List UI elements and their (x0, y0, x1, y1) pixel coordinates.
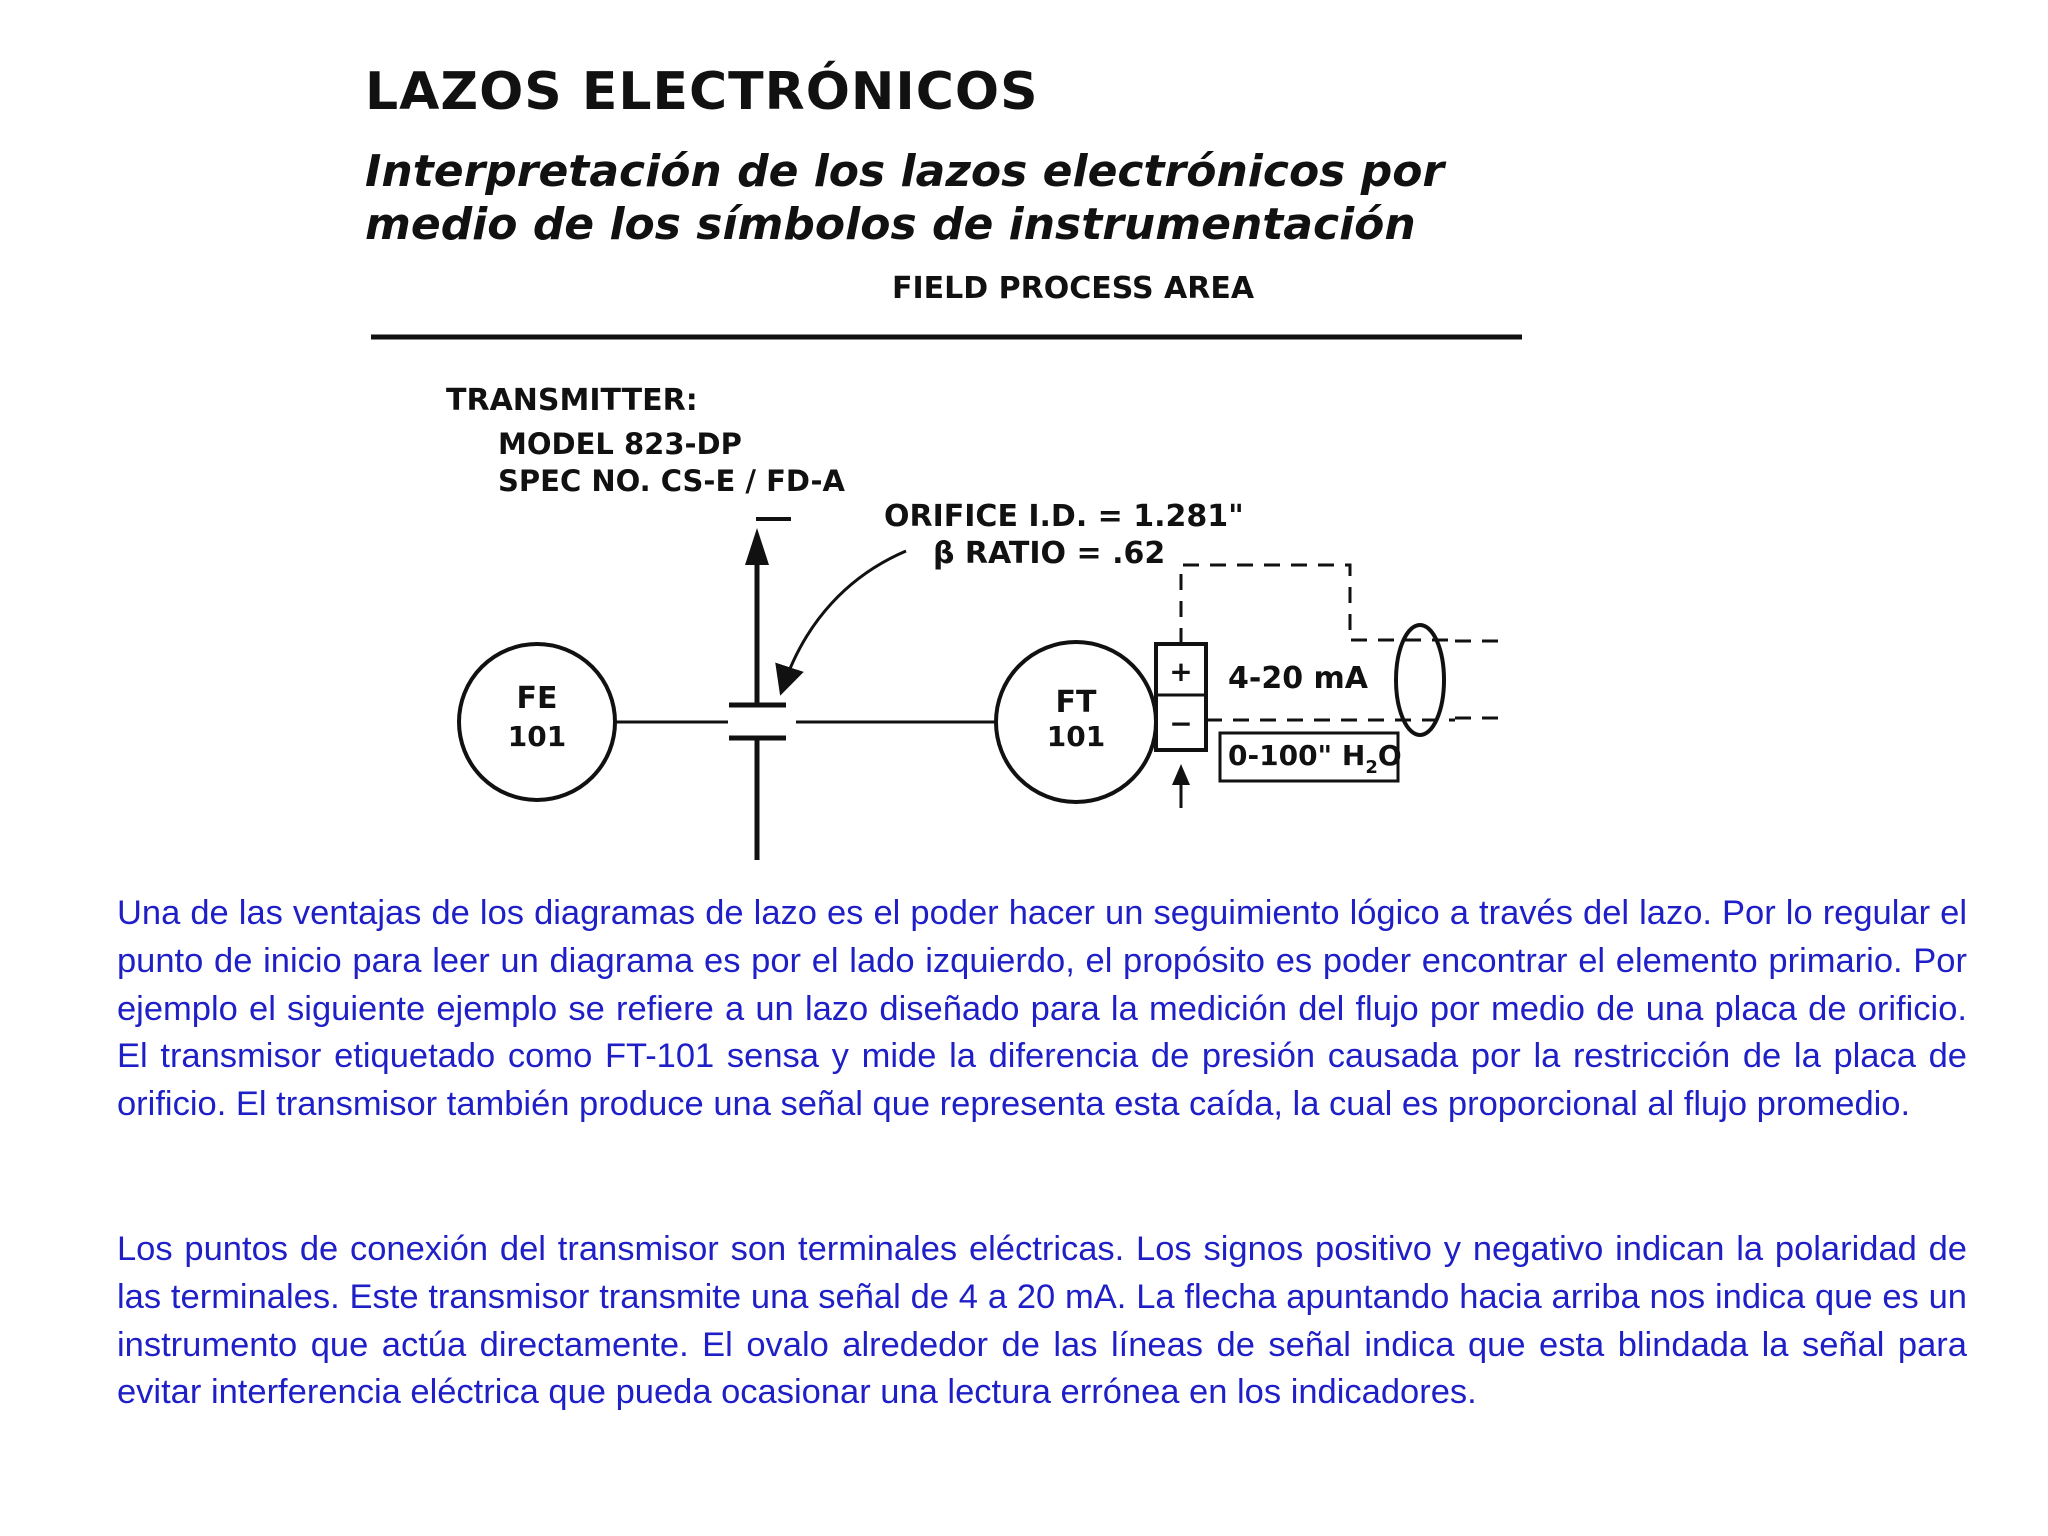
process-pipe (745, 519, 791, 860)
orifice-id-label: ORIFICE I.D. = 1.281" (884, 499, 1244, 534)
explanation-paragraph-1: Una de las ventajas de los diagramas de lazo es el poder hacer un seguimiento lógico a través del lazo. Por lo regular el punto de inicio para leer un diagrama es por el lado izquierdo, el propósito es poder encontrar el elemento primario. Por ejemplo el siguiente ejemplo se refiere a un lazo diseñado para la medición del flujo por medio de una placa de orificio. El transmisor etiquetado como FT-101 sensa y mide la diferencia de presión causada por la restricción de la placa de orificio. El transmisor también produce una señal que representa esta caída, la cual es proporcional al flujo promedio. (117, 894, 1967, 1124)
fe-tag-label: FE (516, 681, 558, 716)
page-title: LAZOS ELECTRÓNICOS (365, 62, 1039, 122)
fe-number-label: 101 (507, 720, 567, 753)
minus-terminal-sign: − (1169, 707, 1193, 740)
signal-range-label: 4-20 mA (1228, 661, 1368, 696)
terminal-block (1156, 644, 1206, 750)
ft-number-label: 101 (1046, 720, 1106, 753)
ft-101-instrument (996, 642, 1156, 802)
orifice-pointer-arrow (782, 551, 906, 690)
range-subscript: 2 (1365, 757, 1378, 778)
transmitter-model-label: MODEL 823-DP (498, 427, 742, 461)
calibration-range-box (1220, 733, 1402, 781)
field-process-area-label: FIELD PROCESS AREA (892, 271, 1255, 306)
orifice-plate (729, 705, 786, 738)
signal-wires (1181, 565, 1500, 720)
beta-ratio-label: β RATIO = .62 (933, 536, 1166, 571)
range-main-text: 0-100" H (1228, 739, 1366, 772)
range-tail-text: O (1377, 739, 1402, 772)
transmitter-label: TRANSMITTER: (446, 383, 698, 418)
direct-acting-arrow (1172, 764, 1190, 808)
plus-terminal-sign: + (1169, 655, 1193, 688)
transmitter-spec-label: SPEC NO. CS-E / FD-A (498, 464, 845, 498)
subtitle-line-2: medio de los símbolos de instrumentación (365, 199, 1416, 250)
fe-101-instrument (459, 644, 615, 800)
explanation-paragraph-2: Los puntos de conexión del transmisor son terminales eléctricas. Los signos positivo y negativo indican la polaridad de las terminales. Este transmisor transmite una señal de 4 a 20 mA. La flecha apuntando hacia arriba nos indica que es un instrumento que actúa directamente. El ovalo alrededor de las líneas de señal indica que esta blindada la señal para evitar interferencia eléctrica que pueda ocasionar una lectura errónea en los indicadores. (117, 1230, 1967, 1412)
ft-tag-label: FT (1055, 685, 1097, 720)
subtitle-line-1: Interpretación de los lazos electrónicos por (365, 146, 1445, 197)
